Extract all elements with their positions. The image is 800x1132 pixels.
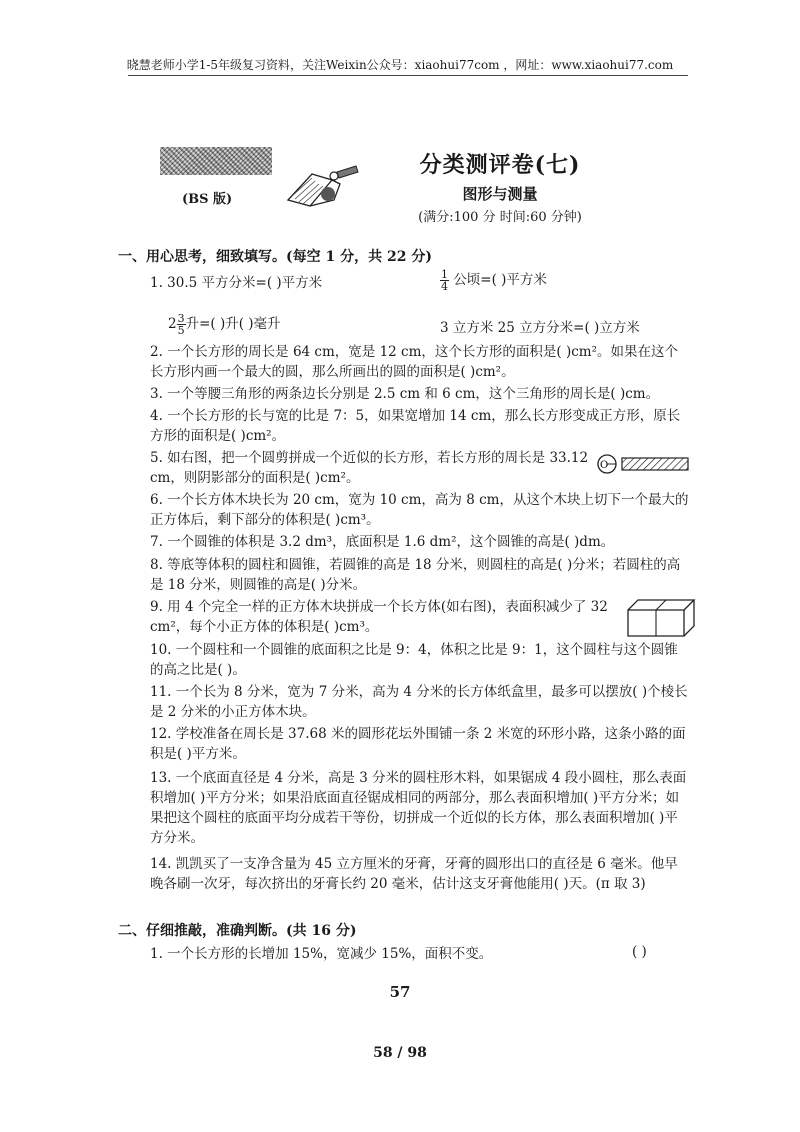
mixed-whole: 2 (168, 316, 177, 332)
fraction-1-4 (440, 269, 449, 292)
question-10: 10. 一个圆柱和一个圆锥的底面积之比是 9：4，体积之比是 9：1，这个圆柱与这个圆锥的高之比是( )。 (150, 642, 678, 678)
fraction-denominator: 5 (177, 324, 185, 337)
judgment-answer-blank: ( ) (632, 944, 647, 960)
section2-heading: 二、仔细推敲，准确判断。(共 16 分) (118, 923, 357, 939)
edition-label: (BS 版) (182, 192, 233, 207)
header-rule (128, 75, 688, 76)
question-5: 5. 如右图，把一个圆剪拼成一个近似的长方形，若长方形的周长是 33.12 cm，则阴影部分的面积是( )cm²。 (150, 450, 589, 486)
section1-heading: 一、用心思考，细致填写。(每空 1 分，共 22 分) (118, 249, 432, 265)
question-1d: 3 立方米 25 立方分米=( )立方米 (440, 320, 640, 336)
question-1b-text: 公顷=( )平方米 (453, 272, 547, 288)
question-13: 13. 一个底面直径是 4 分米，高是 3 分米的圆柱形木料，如果锯成 4 段小圆柱，那么表面积增加( )平方分米；如果沿底面直径锯成相同的两部分，那么表面积增加( )平方分米；如果把这个圆柱的底面平均分成若干等份，切拼成一个近似的长方体，那么表面积增加( )平方分米。 (150, 770, 687, 846)
score-time: (满分:100 分 时间:60 分钟) (418, 210, 582, 225)
page-header: 晓慧老师小学1-5年级复习资料，关注Weixin公众号：xiaohui77com ，网址：www.xiaohui77.com (126, 58, 674, 72)
page-number: 57 (389, 983, 411, 1001)
question-12: 12. 学校准备在周长是 37.68 米的圆形花坛外围铺一条 2 米宽的环形小路，这条小路的面积是( )平方米。 (150, 726, 686, 762)
question-1a: 1. 30.5 平方分米=( )平方米 (150, 275, 323, 291)
edition-stamp (160, 147, 272, 175)
question-11: 11. 一个长为 8 分米，宽为 7 分米，高为 4 分米的长方体纸盒里，最多可以摆放( )个棱长是 2 分米的小正方体木块。 (150, 684, 688, 720)
fraction-3-5 (177, 313, 186, 336)
question-7: 7. 一个圆锥的体积是 3.2 dm³，底面积是 1.6 dm²，这个圆锥的高是( )dm。 (150, 534, 615, 550)
circle-center-label: O (600, 460, 609, 471)
question-1c (168, 312, 281, 336)
question-9: 9. 用 4 个完全一样的正方体木块拼成一个长方体(如右图)，表面积减少了 32 cm²，每个小正方体的体积是( )cm³。 (150, 599, 608, 635)
question-2: 2. 一个长方形的周长是 64 cm，宽是 12 cm，这个长方形的面积是( )cm²。如果在这个长方形内画一个最大的圆，那么所画出的圆的面积是( )cm²。 (150, 344, 679, 380)
page-title: 分类测评卷(七) (419, 152, 581, 178)
question-3: 3. 一个等腰三角形的两条边长分别是 2.5 cm 和 6 cm，这个三角形的周长是( )cm。 (150, 386, 660, 402)
question-4: 4. 一个长方形的长与宽的比是 7：5，如果宽增加 14 cm，那么长方形变成正方形，原长方形的面积是( )cm²。 (150, 408, 681, 444)
question-1c-text: 升=( )升( )毫升 (185, 316, 281, 332)
question-6: 6. 一个长方体木块长为 20 cm，宽为 10 cm，高为 8 cm，从这个木块上切下一个最大的正方体后，剩下部分的体积是( )cm³。 (150, 492, 689, 528)
fraction-numerator: 1 (441, 268, 448, 281)
cuboid-figure (626, 594, 696, 638)
fraction-numerator: 3 (177, 312, 185, 325)
question-8: 8. 等底等体积的圆柱和圆锥，若圆锥的高是 18 分米，则圆柱的高是( )分米；若圆柱的高是 18 分米，则圆锥的高是( )分米。 (150, 557, 681, 593)
fraction-denominator: 4 (441, 280, 448, 293)
page-subtitle: 图形与测量 (462, 185, 538, 203)
judgment-question-1: 1. 一个长方形的长增加 15%，宽减少 15%，面积不变。 (150, 946, 493, 962)
circle-rectangle-figure (596, 453, 692, 475)
book-illustration (282, 160, 362, 210)
question-14: 14. 凯凯买了一支净含量为 45 立方厘米的牙膏，牙膏的圆形出口的直径是 6 毫米。他早晚各刷一次牙，每次挤出的牙膏长约 20 毫米，估计这支牙膏他能用( )天。(π 取 3) (150, 856, 678, 892)
page-count: 58 / 98 (373, 1045, 427, 1061)
question-1b (440, 268, 547, 292)
